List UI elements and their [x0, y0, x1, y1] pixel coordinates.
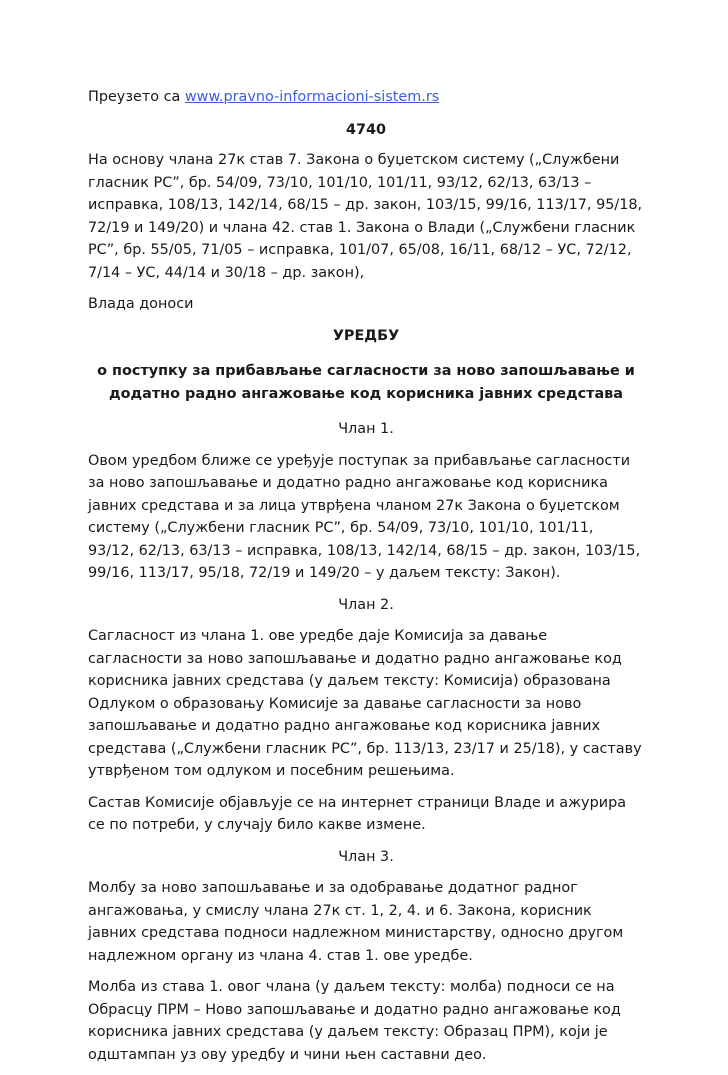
article-heading: Члан 2.: [338, 596, 394, 613]
document-subtitle: о поступку за прибављање сагласности за ново запошљавање и додатно радно ангажовање код корисника јавних средстава: [97, 363, 635, 402]
article-paragraph: Молба из става 1. овог члана (у даљем тексту: молба) подноси се на Обрасцу ПРМ – Ново запошљавање и додатно радно ангажовање код корисника јавних средстава (у даљем тексту: Образац ПРМ), који је одштампан уз ову уредбу и чини њен саставни део.: [88, 979, 621, 1063]
article-3: [88, 846, 644, 1067]
article-heading: Члан 1.: [338, 421, 394, 437]
article-2: [88, 594, 644, 837]
article-paragraph: Сагласност из члана 1. ове уредбе даје Комисија за давање сагласности за ново запошљавање и додатно радно ангажовање код корисника јавних средстава (у даљем тексту: Комисија) образована Одлуком о образовању Комисије за давање сагласности за ново запошљавање и додатно радно ангажовање код корисника јавних средстава („Службени гласник РС”, бр. 113/13, 23/17 и 25/18), у саставу утврђеном том одлуком и посебним решењима.: [88, 628, 642, 779]
document-page: [88, 86, 644, 1075]
preamble-paragraph: На основу члана 27к став 7. Закона о буџетском систему („Службени гласник РС”, бр. 54/09, 73/10, 101/10, 101/11, 93/12, 62/13, 63/13 – исправка, 108/13, 142/14, 68/15 – др. закон, 103/15, 99/16, 113/17, 95/18, 72/19 и 149/20) и члана 42. став 1. Закона о Влади („Службени гласник РС”, бр. 55/05, 71/05 – исправка, 101/07, 65/08, 16/11, 68/12 – УС, 72/12, 7/14 – УС, 44/14 и 30/18 – др. закон),: [88, 152, 643, 281]
article-paragraph: Састав Комисије објављује се на интернет страници Владе и ажурира се по потреби, у случају било какве измене.: [88, 794, 627, 833]
article-1: [88, 418, 644, 585]
article-paragraph: Овом уредбом ближе се уређује поступак за прибављање сагласности за ново запошљавање и додатно радно ангажовање код корисника јавних средстава и за лица утврђена чланом 27к Закона о буџетском систему („Службени гласник РС”, бр. 54/09, 73/10, 101/10, 101/11, 93/12, 62/13, 63/13 – исправка, 108/13, 142/14, 68/15 – др. закон, 103/15, 99/16, 113/17, 95/18, 72/19 и 149/20 – у даљем тексту: Закон).: [88, 452, 641, 581]
document-number: 4740: [345, 121, 387, 138]
enactor-line: Влада доноси: [88, 296, 194, 312]
source-link[interactable]: www.pravno-informacioni-sistem.rs: [184, 89, 440, 105]
article-paragraph: Молбу за ново запошљавање и за одобравање додатног радног ангажовања, у смислу члана 27к ст. 1, 2, 4. и 6. Закона, корисник јавних средстава подноси надлежном министарству, односно другом надлежном органу из члана 4. став 1. ове уредбе.: [88, 880, 624, 964]
document-title: УРЕДБУ: [332, 327, 400, 344]
source-prefix: Преузето са: [88, 89, 185, 105]
source-line: [88, 86, 644, 109]
article-heading: Члан 3.: [338, 848, 394, 865]
